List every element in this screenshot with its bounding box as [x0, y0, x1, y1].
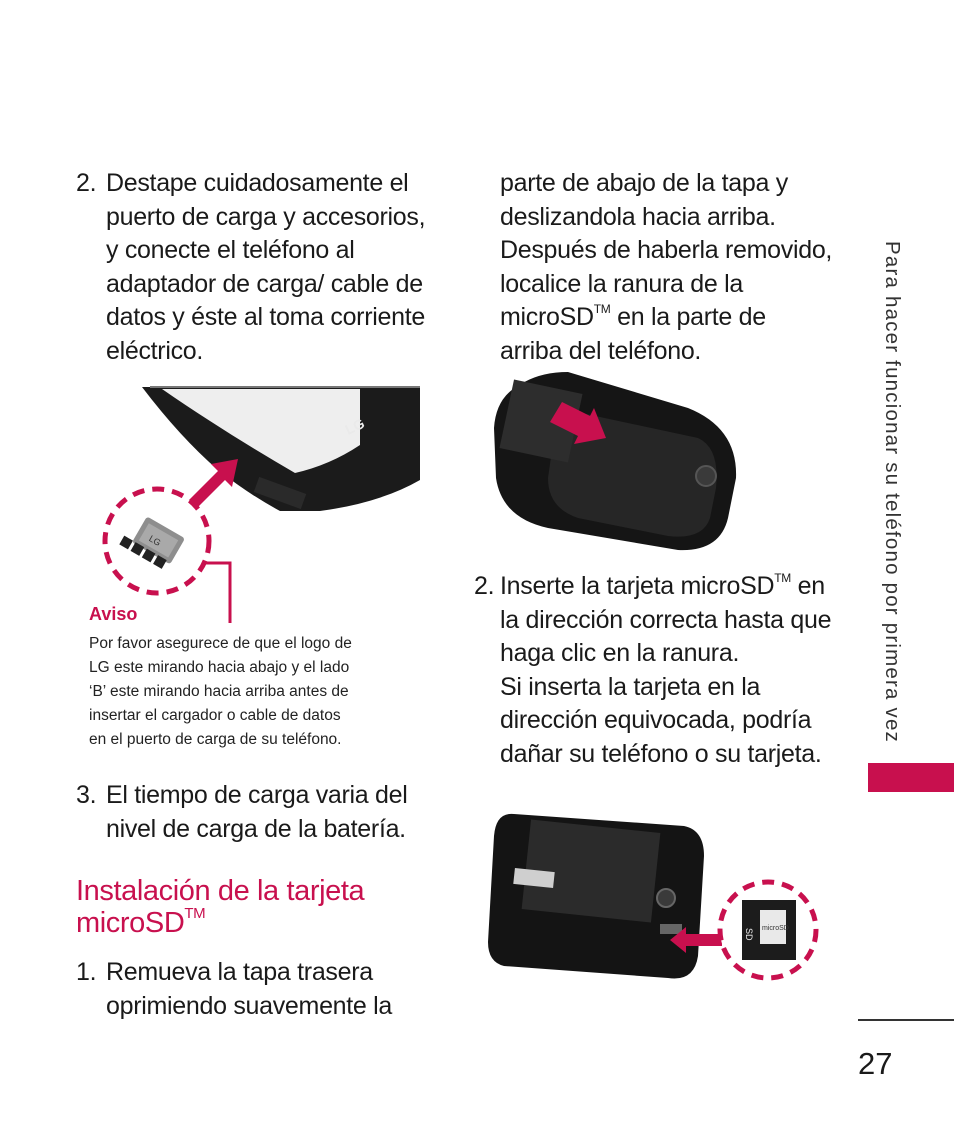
- slot-label: SD: [744, 928, 754, 941]
- step-3-charge-time: [76, 779, 436, 849]
- camera-lens: [696, 466, 716, 486]
- trademark-sup: TM: [184, 905, 206, 922]
- notice-title: Aviso: [89, 604, 138, 624]
- step-1-continuation: parte de abajo de la tapa y deslizandola hacia arriba. Después de haberla removido, localice la ranura de la microSD™ en la parte de arriba del teléfono.: [500, 169, 833, 365]
- phone-charging-illustration: [90, 385, 430, 635]
- trademark-sup: TM: [774, 571, 791, 585]
- back-cover-illustration: [488, 368, 748, 558]
- section-heading: [76, 875, 436, 939]
- camera-lens: [657, 889, 675, 907]
- page-number-rule: [858, 1019, 954, 1021]
- step-number: 3.: [76, 781, 97, 809]
- step-2-charging: [76, 167, 456, 372]
- sidebar-section-title: Para hacer funcionar su teléfono por primera vez: [881, 241, 904, 744]
- heading-line-1: Instalación de la tarjeta: [76, 875, 365, 907]
- microsd-insert-illustration: [484, 806, 824, 986]
- step-text: El tiempo de carga varia del nivel de carga de la batería.: [106, 781, 408, 843]
- step-1-remove-cover: [76, 956, 436, 1026]
- microsd-card-icon: [742, 900, 796, 960]
- card-slot: [660, 924, 682, 934]
- trademark-sup: TM: [593, 302, 611, 316]
- sidebar-tab-marker: [868, 763, 954, 792]
- step-text: Remueva la tapa trasera oprimiendo suavemente la: [106, 958, 393, 1020]
- connector-mark: LG: [147, 533, 163, 548]
- step-2-insert-card: 2. Inserte la tarjeta microSD™ en la dirección correcta hasta que haga clic en la ranura. Si inserta la tarjeta en la dirección equivocada, podría dañar su teléfono o su tarjeta.: [474, 571, 832, 768]
- notice-body: Por favor asegurece de que el logo de LG este mirando hacia abajo y el lado ‘B’ este mirando hacia arriba antes de insertar el cargador o cable de datos en el puerto de carga de su teléfono.: [89, 635, 352, 748]
- page-number: 27: [858, 1046, 893, 1081]
- step-text: Destape cuidadosamente el puerto de carga y accesorios, y conecte el teléfono al adaptador de carga/ cable de datos y éste al toma corriente eléctrico.: [106, 169, 426, 365]
- card-label: microSD: [762, 925, 789, 932]
- heading-line-2: microSD™: [76, 905, 206, 939]
- step-number: 1.: [76, 958, 97, 986]
- step-number: 2.: [76, 169, 97, 197]
- step-number: 2.: [474, 572, 495, 600]
- phone-logo: LG: [342, 414, 367, 438]
